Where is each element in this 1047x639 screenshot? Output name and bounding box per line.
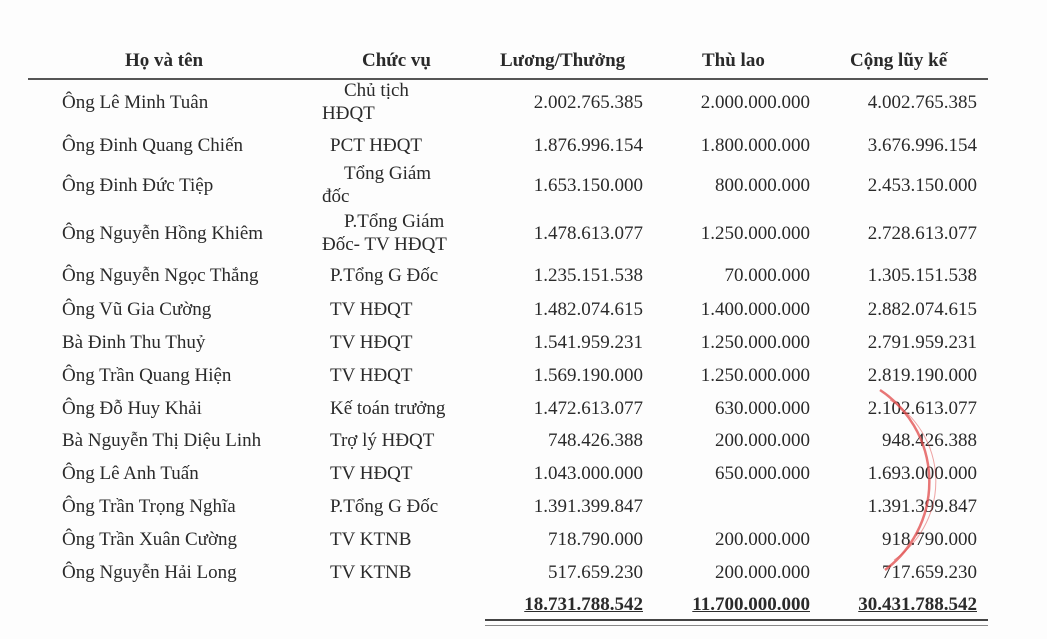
table-row [0, 131, 1047, 161]
name-cell: Ông Vũ Gia Cường [62, 299, 212, 320]
salary-cell: 1.482.074.615 [533, 299, 643, 320]
position-cell [322, 162, 431, 208]
total-salary: 18.731.788.542 [524, 594, 643, 615]
fee-cell: 630.000.000 [715, 398, 810, 419]
position-line: Chủ tịch [344, 80, 409, 101]
position-line: đốc [322, 186, 350, 207]
name-cell: Ông Trần Quang Hiện [62, 365, 232, 386]
total-cell: 2.453.150.000 [867, 175, 977, 196]
red-stamp [840, 380, 950, 580]
name-cell: Ông Đinh Đức Tiệp [62, 175, 214, 196]
name-cell: Ông Nguyễn Hải Long [62, 562, 237, 583]
total-fee: 11.700.000.000 [692, 594, 810, 615]
fee-cell: 800.000.000 [715, 175, 810, 196]
fee-cell: 650.000.000 [715, 463, 810, 484]
header-position: Chức vụ [362, 50, 431, 71]
fee-cell: 200.000.000 [715, 562, 810, 583]
position-cell: TV HĐQT [330, 332, 413, 353]
total-cell: 1.391.399.847 [867, 496, 977, 517]
total-cell: 948.426.388 [882, 430, 977, 451]
salary-cell: 1.569.190.000 [533, 365, 643, 386]
salary-cell: 718.790.000 [548, 529, 643, 550]
position-cell: TV KTNB [330, 562, 412, 583]
name-cell: Ông Đỗ Huy Khải [62, 398, 202, 419]
fee-cell: 1.250.000.000 [700, 365, 810, 386]
fee-cell: 1.250.000.000 [700, 332, 810, 353]
total-double-rule [485, 619, 988, 626]
salary-cell: 1.391.399.847 [533, 496, 643, 517]
position-cell: TV HĐQT [330, 365, 413, 386]
position-line: Đốc- TV HĐQT [322, 234, 447, 255]
header-rule [28, 78, 988, 80]
table-row [0, 295, 1047, 325]
position-cell: TV HĐQT [330, 299, 413, 320]
salary-cell: 1.235.151.538 [533, 265, 643, 286]
salary-cell: 1.472.613.077 [533, 398, 643, 419]
name-cell: Bà Đinh Thu Thuỷ [62, 332, 206, 353]
name-cell: Ông Nguyễn Ngọc Thắng [62, 265, 259, 286]
fee-cell: 1.400.000.000 [700, 299, 810, 320]
total-cell: 2.882.074.615 [867, 299, 977, 320]
fee-cell: 70.000.000 [724, 265, 810, 286]
salary-cell: 2.002.765.385 [533, 92, 643, 113]
table-row [0, 328, 1047, 358]
table-row [0, 163, 1047, 207]
total-cell: 1.693.000.000 [867, 463, 977, 484]
salary-cell: 517.659.230 [548, 562, 643, 583]
name-cell: Bà Nguyễn Thị Diệu Linh [62, 430, 262, 451]
position-cell: P.Tổng G Đốc [330, 496, 439, 517]
name-cell: Ông Nguyễn Hồng Khiêm [62, 223, 264, 244]
position-line: Tổng Giám [344, 163, 432, 184]
position-cell: TV HĐQT [330, 463, 413, 484]
fee-cell: 200.000.000 [715, 529, 810, 550]
name-cell: Ông Trần Trọng Nghĩa [62, 496, 236, 517]
salary-cell: 1.043.000.000 [533, 463, 643, 484]
total-cell: 2.728.613.077 [867, 223, 977, 244]
name-cell: Ông Lê Anh Tuấn [62, 463, 199, 484]
total-cell: 1.305.151.538 [867, 265, 977, 286]
position-cell [322, 210, 447, 256]
header-salary: Lương/Thưởng [500, 50, 626, 71]
total-cell: 4.002.765.385 [867, 92, 977, 113]
table-row [0, 211, 1047, 255]
salary-cell: 748.426.388 [548, 430, 643, 451]
position-cell: PCT HĐQT [330, 135, 423, 156]
position-cell: Trợ lý HĐQT [330, 430, 435, 451]
position-line: HĐQT [322, 103, 375, 124]
header-fee: Thù lao [702, 50, 765, 71]
position-cell: TV KTNB [330, 529, 412, 550]
total-cell: 918.790.000 [882, 529, 977, 550]
total-cell: 717.659.230 [882, 562, 977, 583]
fee-cell: 2.000.000.000 [700, 92, 810, 113]
salary-cell: 1.478.613.077 [533, 223, 643, 244]
table-row [0, 80, 1047, 124]
position-cell: P.Tổng G Đốc [330, 265, 439, 286]
header-name: Họ và tên [125, 50, 204, 71]
fee-cell: 1.250.000.000 [700, 223, 810, 244]
header-total: Cộng lũy kế [850, 50, 948, 71]
position-cell [322, 79, 409, 125]
fee-cell: 200.000.000 [715, 430, 810, 451]
total-cell: 2.819.190.000 [867, 365, 977, 386]
salary-cell: 1.653.150.000 [533, 175, 643, 196]
totals-row [0, 590, 1047, 620]
total-cumulative: 30.431.788.542 [858, 594, 977, 615]
total-cell: 2.791.959.231 [867, 332, 977, 353]
position-line: P.Tổng Giám [344, 211, 445, 232]
table-row [0, 261, 1047, 291]
salary-cell: 1.876.996.154 [533, 135, 643, 156]
total-cell: 2.102.613.077 [867, 398, 977, 419]
total-cell: 3.676.996.154 [867, 135, 977, 156]
name-cell: Ông Đinh Quang Chiến [62, 135, 244, 156]
salary-cell: 1.541.959.231 [533, 332, 643, 353]
name-cell: Ông Trần Xuân Cường [62, 529, 237, 550]
fee-cell: 1.800.000.000 [700, 135, 810, 156]
position-cell: Kế toán trưởng [330, 398, 446, 419]
name-cell: Ông Lê Minh Tuân [62, 92, 209, 113]
